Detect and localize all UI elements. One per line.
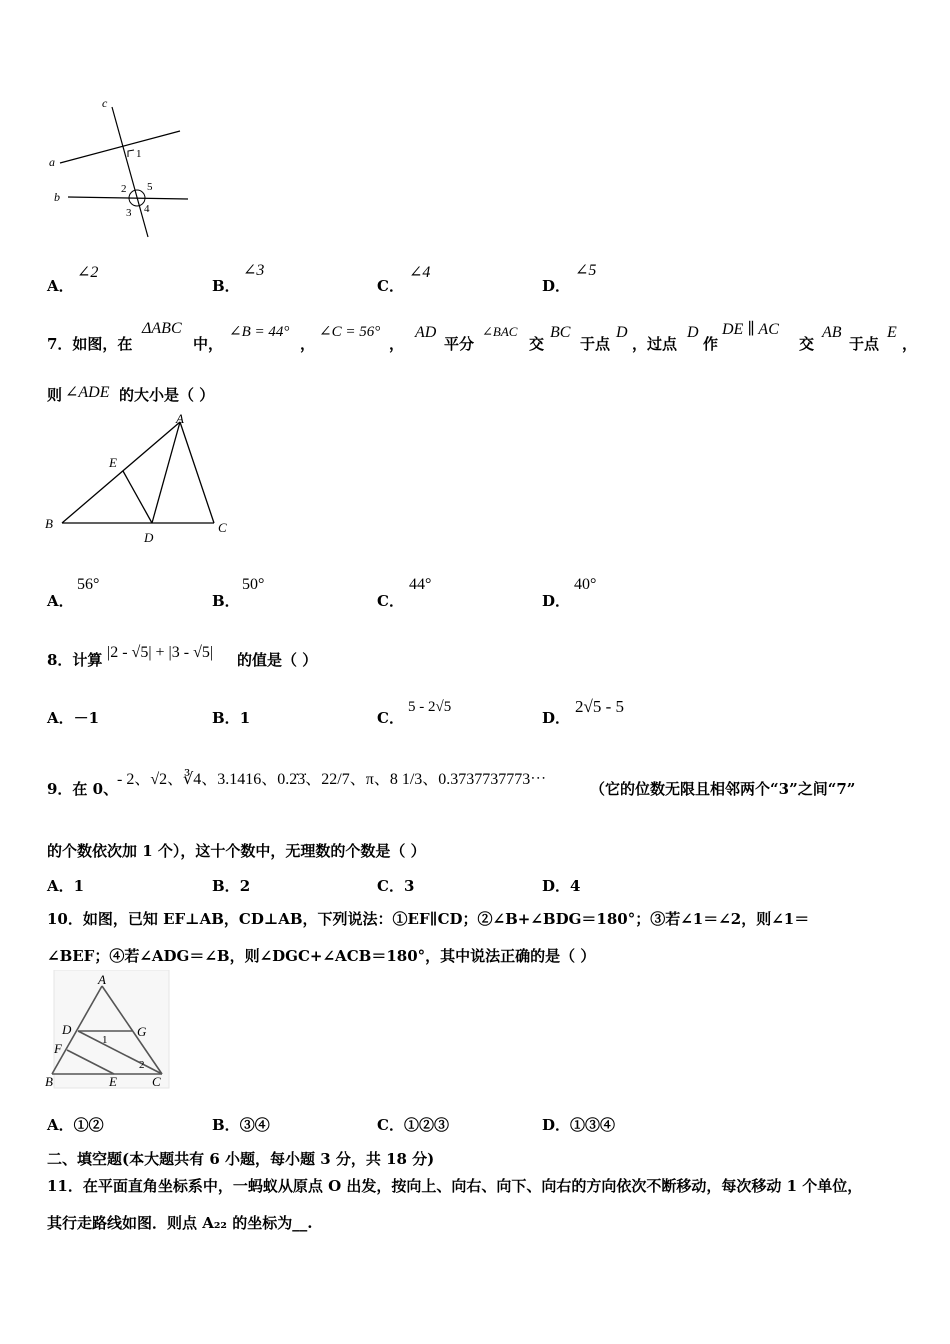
label-b: b [54, 190, 60, 204]
q7-option-b[interactable]: B． [212, 592, 240, 610]
label-3: 3 [126, 207, 132, 219]
q6-option-c[interactable]: C． [377, 277, 404, 295]
q11-stem-line1: 11．在平面直角坐标系中，一蚂蚁从原点 O 出发，按向上、向右、向下、向右的方向依次不断移动，每次移动 1 个单位， [47, 1177, 863, 1195]
label-2: 2 [121, 183, 127, 195]
q8-option-b[interactable]: B．1 [212, 709, 251, 727]
q8-option-d-value: 2√5 - 5 [575, 697, 624, 716]
q6-option-d-value: ∠5 [575, 262, 597, 279]
label-A: A [176, 411, 184, 426]
side-ac [180, 422, 214, 523]
label-E: E [109, 1074, 117, 1089]
q7-option-c[interactable]: C． [377, 592, 404, 610]
q6-option-b-value: ∠3 [243, 262, 265, 279]
line-b [68, 197, 188, 199]
label-1: 1 [136, 148, 142, 160]
q10-stem-line2: ∠BEF；④若∠ADG＝∠B，则∠DGC+∠ACB＝180°，其中说法正确的是（ ） [47, 947, 596, 965]
section-heading: 二、填空题(本大题共有 6 小题，每小题 3 分，共 18 分) [47, 1150, 435, 1168]
q9-option-d[interactable]: D．4 [542, 877, 581, 895]
segment-de [123, 471, 152, 523]
q8-option-c-value: 5 - 2√5 [408, 699, 452, 715]
q8-option-c[interactable]: C． [377, 709, 404, 727]
q6-option-d[interactable]: D． [542, 277, 571, 295]
label-B: B [45, 516, 53, 531]
q7-option-c-value: 44° [409, 576, 432, 593]
label-c: c [102, 96, 108, 110]
q8-option-d[interactable]: D． [542, 709, 571, 727]
q10-option-d[interactable]: D．①③④ [542, 1116, 616, 1134]
q6-option-b[interactable]: B． [212, 277, 240, 295]
q7-option-a-value: 56° [77, 576, 100, 593]
q10-option-c[interactable]: C．①②③ [377, 1116, 449, 1134]
label-B: B [45, 1074, 53, 1089]
q10-option-b[interactable]: B．③④ [212, 1116, 270, 1134]
label-4: 4 [144, 203, 150, 215]
q11-stem-line2: 其行走路线如图．则点 A₂₂ 的坐标为__. [47, 1214, 313, 1232]
q9-option-c[interactable]: C．3 [377, 877, 415, 895]
q9-option-b[interactable]: B．2 [212, 877, 251, 895]
label-G: G [137, 1024, 147, 1039]
label-C: C [218, 520, 227, 535]
q7-option-d[interactable]: D． [542, 592, 571, 610]
q10-option-a[interactable]: A．①② [47, 1116, 104, 1134]
figure-q6 [40, 95, 200, 245]
label-A: A [98, 972, 106, 987]
label-1: 1 [102, 1034, 108, 1046]
q6-option-a[interactable]: A． [47, 277, 74, 295]
side-ab [62, 422, 180, 523]
q10-stem-line1: 10．如图，已知 EF⊥AB，CD⊥AB，下列说法：①EF∥CD；②∠B+∠BDG＝180°；③若∠1＝∠2，则∠1＝ [47, 910, 810, 928]
q7-option-a[interactable]: A． [47, 592, 74, 610]
q6-option-c-value: ∠4 [409, 264, 431, 281]
q8-option-a[interactable]: A．－1 [47, 709, 100, 727]
label-5: 5 [147, 181, 153, 193]
segment-ad [152, 422, 180, 523]
figure-q10 [40, 970, 175, 1092]
label-a: a [49, 155, 55, 169]
q6-option-a-value: ∠2 [77, 264, 99, 281]
q7-option-b-value: 50° [242, 576, 265, 593]
label-D: D [144, 530, 154, 545]
label-C: C [152, 1074, 161, 1089]
label-E: E [109, 455, 117, 470]
label-D: D [62, 1022, 72, 1037]
figure-q7 [40, 410, 240, 550]
label-2: 2 [139, 1059, 145, 1071]
label-F: F [54, 1041, 62, 1056]
q7-option-d-value: 40° [574, 576, 597, 593]
q9-stem-line2: 的个数依次加 1 个），这十个数中，无理数的个数是（ ） [47, 842, 426, 860]
q9-option-a[interactable]: A．1 [47, 877, 85, 895]
angle-1-mark [128, 150, 134, 157]
